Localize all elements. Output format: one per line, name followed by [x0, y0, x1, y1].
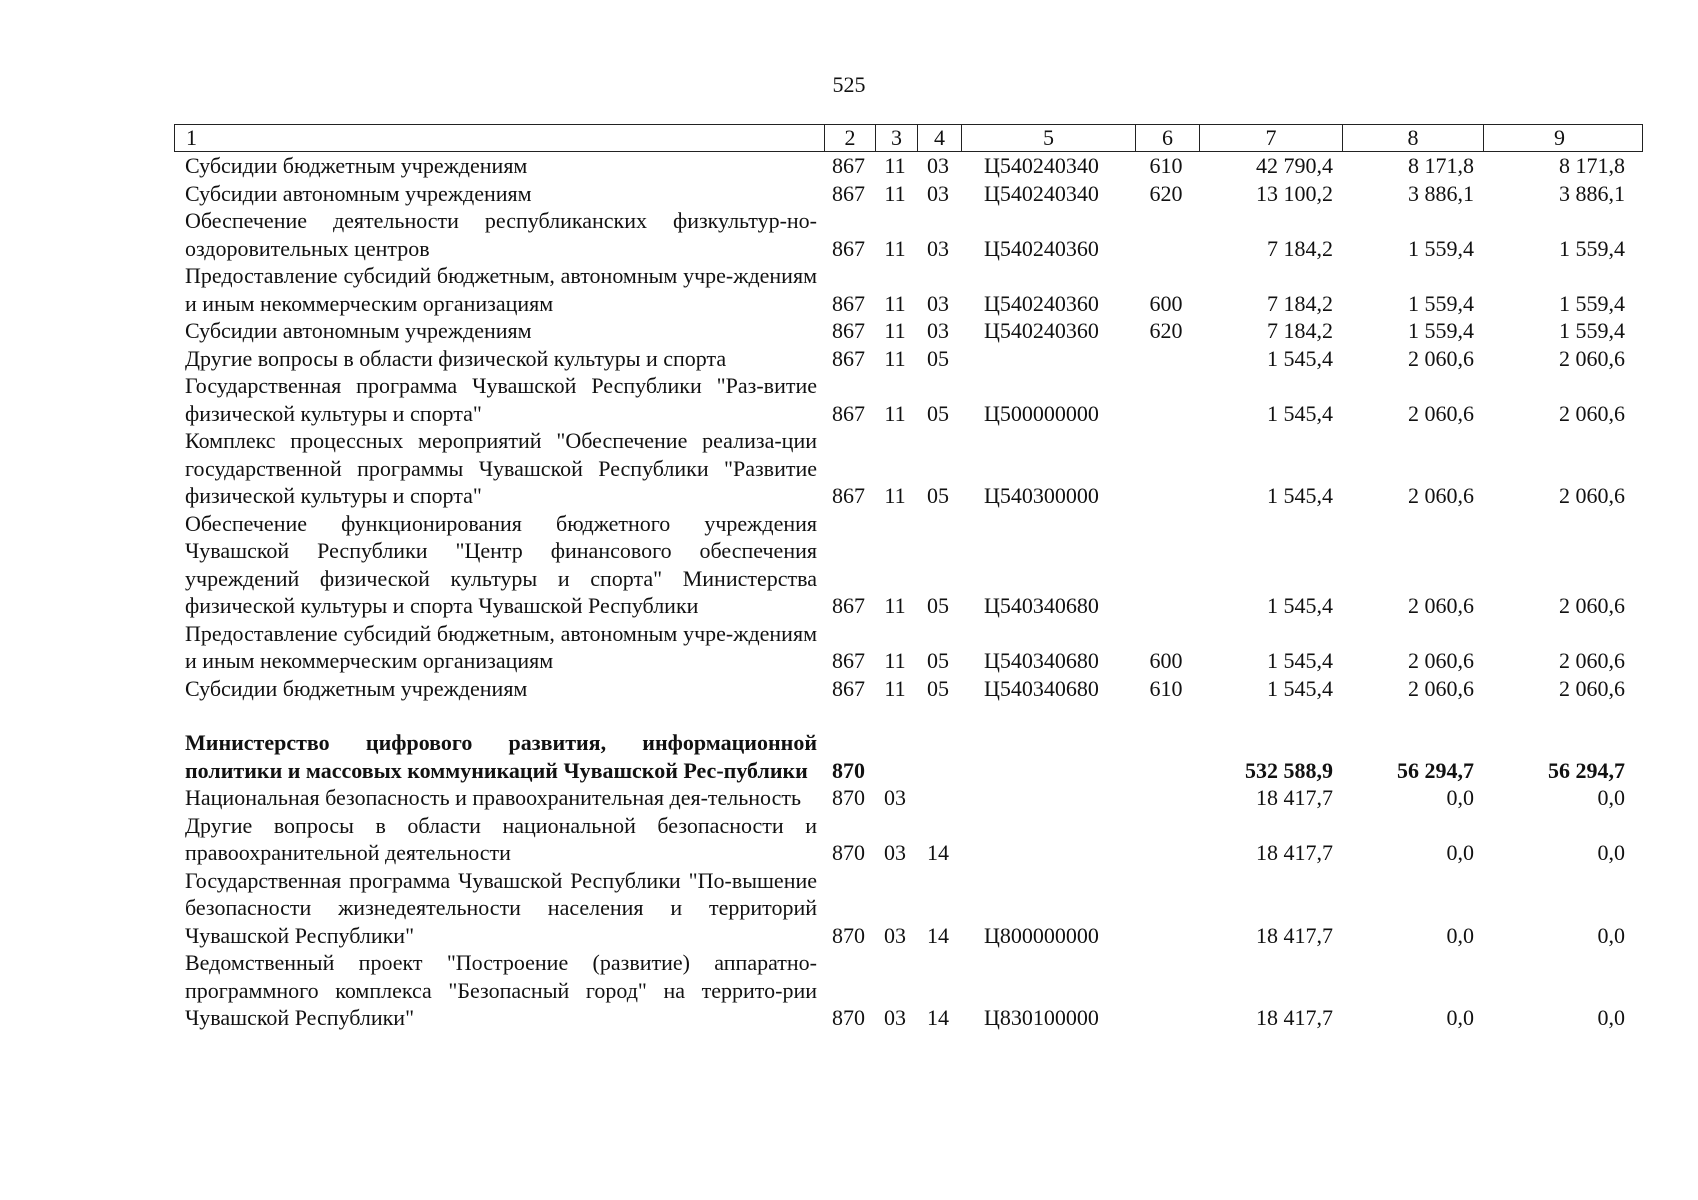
col-3-code: 11: [884, 483, 906, 508]
col-3-code: 03: [884, 922, 906, 948]
col-4-code: 03: [927, 153, 949, 178]
col-9-amount: 1 559,4: [1559, 318, 1625, 343]
col-8-amount: 8 171,8: [1408, 153, 1474, 178]
col-9-amount: 0,0: [1597, 785, 1625, 810]
col-9-amount: 0,0: [1597, 1005, 1625, 1030]
col-2-code: 867: [832, 235, 865, 261]
col-3-code: 03: [884, 1005, 906, 1030]
col-3-code: 11: [884, 345, 906, 371]
col-2-code: 867: [832, 400, 865, 426]
table-row: [174, 427, 1643, 510]
col-2-code: 867: [832, 648, 865, 673]
table-row: [174, 372, 1643, 427]
header-col-3: 3: [875, 125, 917, 151]
col-5-code: Ц540300000: [984, 483, 1099, 508]
col-7-amount: 42 790,4: [1256, 153, 1333, 178]
col-8-amount: 2 060,6: [1408, 648, 1474, 673]
col-7-amount: 532 588,9: [1245, 757, 1333, 783]
table-row: [174, 345, 1643, 373]
col-3-code: 11: [884, 648, 906, 673]
row-description: Предоставление субсидий бюджетным, автономным учре-ждениям и иным некоммерческим организациям: [185, 263, 817, 316]
col-8-amount: 1 559,4: [1408, 290, 1474, 316]
table-header-row: [174, 124, 1643, 152]
table-row: [174, 867, 1643, 950]
col-8-amount: 0,0: [1446, 785, 1474, 810]
col-2-code: 870: [832, 785, 865, 810]
col-4-code: 03: [927, 180, 949, 206]
col-6-code: 600: [1149, 290, 1183, 316]
row-description: Другие вопросы в области национальной безопасности и правоохранительной деятельности: [185, 812, 817, 865]
col-4-code: 05: [927, 593, 949, 618]
col-9-amount: 2 060,6: [1559, 483, 1625, 508]
col-3-code: 11: [884, 153, 906, 178]
col-8-amount: 2 060,6: [1408, 345, 1474, 371]
col-9-amount: 2 060,6: [1559, 400, 1625, 426]
col-7-amount: 18 417,7: [1256, 922, 1333, 948]
col-6-code: 600: [1149, 648, 1183, 673]
col-5-code: Ц540340680: [984, 648, 1099, 673]
col-3-code: 11: [884, 180, 906, 206]
table-row: [174, 262, 1643, 317]
table-row: [174, 152, 1643, 180]
col-4-code: 14: [927, 840, 949, 865]
row-description: Обеспечение деятельности республиканских физкультур-но-оздоровительных центров: [185, 208, 817, 261]
row-description: Государственная программа Чувашской Республики "По-вышение безопасности жизнедеятельности населения и территорий Чувашской Республики": [185, 867, 817, 948]
col-8-amount: 3 886,1: [1408, 180, 1474, 206]
row-description: Субсидии бюджетным учреждениям: [185, 675, 528, 701]
col-4-code: 05: [927, 345, 949, 371]
col-4-code: 05: [927, 675, 949, 701]
col-2-code: 867: [832, 318, 865, 343]
col-7-amount: 1 545,4: [1267, 400, 1333, 426]
col-8-amount: 0,0: [1446, 1005, 1474, 1030]
col-5-code: Ц540240360: [984, 235, 1099, 261]
col-5-code: Ц500000000: [984, 400, 1099, 426]
col-7-amount: 1 545,4: [1267, 675, 1333, 701]
col-9-amount: 0,0: [1597, 840, 1625, 865]
col-2-code: 870: [832, 1005, 865, 1030]
col-7-amount: 1 545,4: [1267, 345, 1333, 371]
col-7-amount: 13 100,2: [1256, 180, 1333, 206]
col-3-code: 11: [884, 593, 906, 618]
col-9-amount: 0,0: [1597, 922, 1625, 948]
col-2-code: 870: [832, 840, 865, 865]
header-col-8: 8: [1342, 125, 1483, 151]
table-row: [174, 180, 1643, 208]
col-3-code: 11: [884, 290, 906, 316]
col-8-amount: 0,0: [1446, 840, 1474, 865]
col-4-code: 03: [927, 290, 949, 316]
header-col-6: 6: [1135, 125, 1199, 151]
col-4-code: 03: [927, 318, 949, 343]
col-5-code: Ц830100000: [984, 1005, 1099, 1030]
row-description: Государственная программа Чувашской Республики "Раз-витие физической культуры и спорта": [185, 373, 817, 426]
col-4-code: 05: [927, 483, 949, 508]
row-description: Ведомственный проект "Построение (развитие) аппаратно-программного комплекса "Безопасный город" на террито-рии Чувашской Республики": [185, 950, 817, 1030]
col-5-code: Ц540340680: [984, 593, 1099, 618]
header-col-2: 2: [824, 125, 875, 151]
table-row: [174, 784, 1643, 812]
col-6-code: 620: [1149, 180, 1183, 206]
col-8-amount: 1 559,4: [1408, 235, 1474, 261]
budget-table: [174, 124, 1643, 1032]
col-2-code: 870: [832, 757, 865, 783]
table-row: [174, 317, 1643, 345]
table-row: [174, 729, 1643, 784]
col-4-code: 05: [927, 400, 949, 426]
header-col-7: 7: [1199, 125, 1342, 151]
col-9-amount: 3 886,1: [1559, 180, 1625, 206]
col-9-amount: 2 060,6: [1559, 593, 1625, 618]
table-body-top: [174, 152, 1643, 702]
row-description: Обеспечение функционирования бюджетного учреждения Чувашской Республики "Центр финансового обеспечения учреждений физической культуры и спорта" Министерства физической культуры и спорта Чувашской Республики: [185, 510, 817, 618]
table-row: [174, 949, 1643, 1032]
col-5-code: Ц540240360: [984, 290, 1099, 316]
row-description: Субсидии автономным учреждениям: [185, 180, 532, 206]
col-2-code: 870: [832, 922, 865, 948]
col-3-code: 03: [884, 840, 906, 865]
col-7-amount: 18 417,7: [1256, 1005, 1333, 1030]
col-7-amount: 7 184,2: [1267, 235, 1333, 261]
table-row: [174, 207, 1643, 262]
col-2-code: 867: [832, 180, 865, 206]
table-row: [174, 620, 1643, 675]
col-4-code: 03: [927, 235, 949, 261]
header-col-9: 9: [1483, 125, 1635, 151]
col-2-code: 867: [832, 345, 865, 371]
col-7-amount: 1 545,4: [1267, 483, 1333, 508]
col-7-amount: 7 184,2: [1267, 290, 1333, 316]
col-2-code: 867: [832, 593, 865, 618]
col-4-code: 14: [927, 1005, 949, 1030]
col-7-amount: 18 417,7: [1256, 785, 1333, 810]
col-9-amount: 1 559,4: [1559, 290, 1625, 316]
col-9-amount: 2 060,6: [1559, 675, 1625, 701]
section-spacer: [174, 702, 1643, 729]
col-8-amount: 2 060,6: [1408, 483, 1474, 508]
col-5-code: Ц540340680: [984, 675, 1099, 701]
row-description: Другие вопросы в области физической культуры и спорта: [185, 345, 727, 371]
col-5-code: Ц540240340: [984, 180, 1099, 206]
col-8-amount: 2 060,6: [1408, 593, 1474, 618]
col-3-code: 11: [884, 675, 906, 701]
table-row: [174, 510, 1643, 620]
table-row: [174, 812, 1643, 867]
col-9-amount: 2 060,6: [1559, 648, 1625, 673]
col-7-amount: 1 545,4: [1267, 593, 1333, 618]
col-4-code: 14: [927, 922, 949, 948]
col-9-amount: 2 060,6: [1559, 345, 1625, 371]
header-col-1: 1: [186, 125, 197, 150]
col-2-code: 867: [832, 153, 865, 178]
row-description: Субсидии автономным учреждениям: [185, 318, 532, 343]
col-6-code: 610: [1149, 153, 1183, 178]
col-7-amount: 7 184,2: [1267, 318, 1333, 343]
table-row: [174, 675, 1643, 703]
col-5-code: Ц540240360: [984, 318, 1099, 343]
header-col-4: 4: [917, 125, 961, 151]
col-8-amount: 0,0: [1446, 922, 1474, 948]
col-3-code: 03: [884, 785, 906, 810]
col-7-amount: 18 417,7: [1256, 840, 1333, 865]
page-number: 525: [832, 72, 866, 97]
col-8-amount: 1 559,4: [1408, 318, 1474, 343]
col-9-amount: 1 559,4: [1559, 235, 1625, 261]
header-col-5: 5: [961, 125, 1135, 151]
col-6-code: 620: [1149, 318, 1183, 343]
row-description: Субсидии бюджетным учреждениям: [185, 153, 528, 178]
col-2-code: 867: [832, 675, 865, 701]
col-9-amount: 56 294,7: [1548, 757, 1625, 783]
col-4-code: 05: [927, 648, 949, 673]
row-description: Комплекс процессных мероприятий "Обеспечение реализа-ции государственной программы Чувашской Республики "Развитие физической культуры и спорта": [185, 428, 817, 508]
table-body-bottom: [174, 729, 1643, 1032]
col-2-code: 867: [832, 290, 865, 316]
col-6-code: 610: [1149, 675, 1183, 701]
row-description: Предоставление субсидий бюджетным, автономным учре-ждениям и иным некоммерческим организациям: [185, 620, 817, 673]
col-8-amount: 2 060,6: [1408, 675, 1474, 701]
col-9-amount: 8 171,8: [1559, 153, 1625, 178]
col-3-code: 11: [884, 235, 906, 261]
col-3-code: 11: [884, 400, 906, 426]
row-description: Министерство цифрового развития, информационной политики и массовых коммуникаций Чувашской Рес-публики: [185, 730, 817, 783]
col-3-code: 11: [884, 318, 906, 343]
col-8-amount: 56 294,7: [1397, 757, 1474, 783]
col-8-amount: 2 060,6: [1408, 400, 1474, 426]
row-description: Национальная безопасность и правоохранительная дея-тельность: [185, 785, 802, 810]
col-5-code: Ц800000000: [984, 922, 1099, 948]
col-2-code: 867: [832, 483, 865, 508]
col-7-amount: 1 545,4: [1267, 648, 1333, 673]
col-5-code: Ц540240340: [984, 153, 1099, 178]
